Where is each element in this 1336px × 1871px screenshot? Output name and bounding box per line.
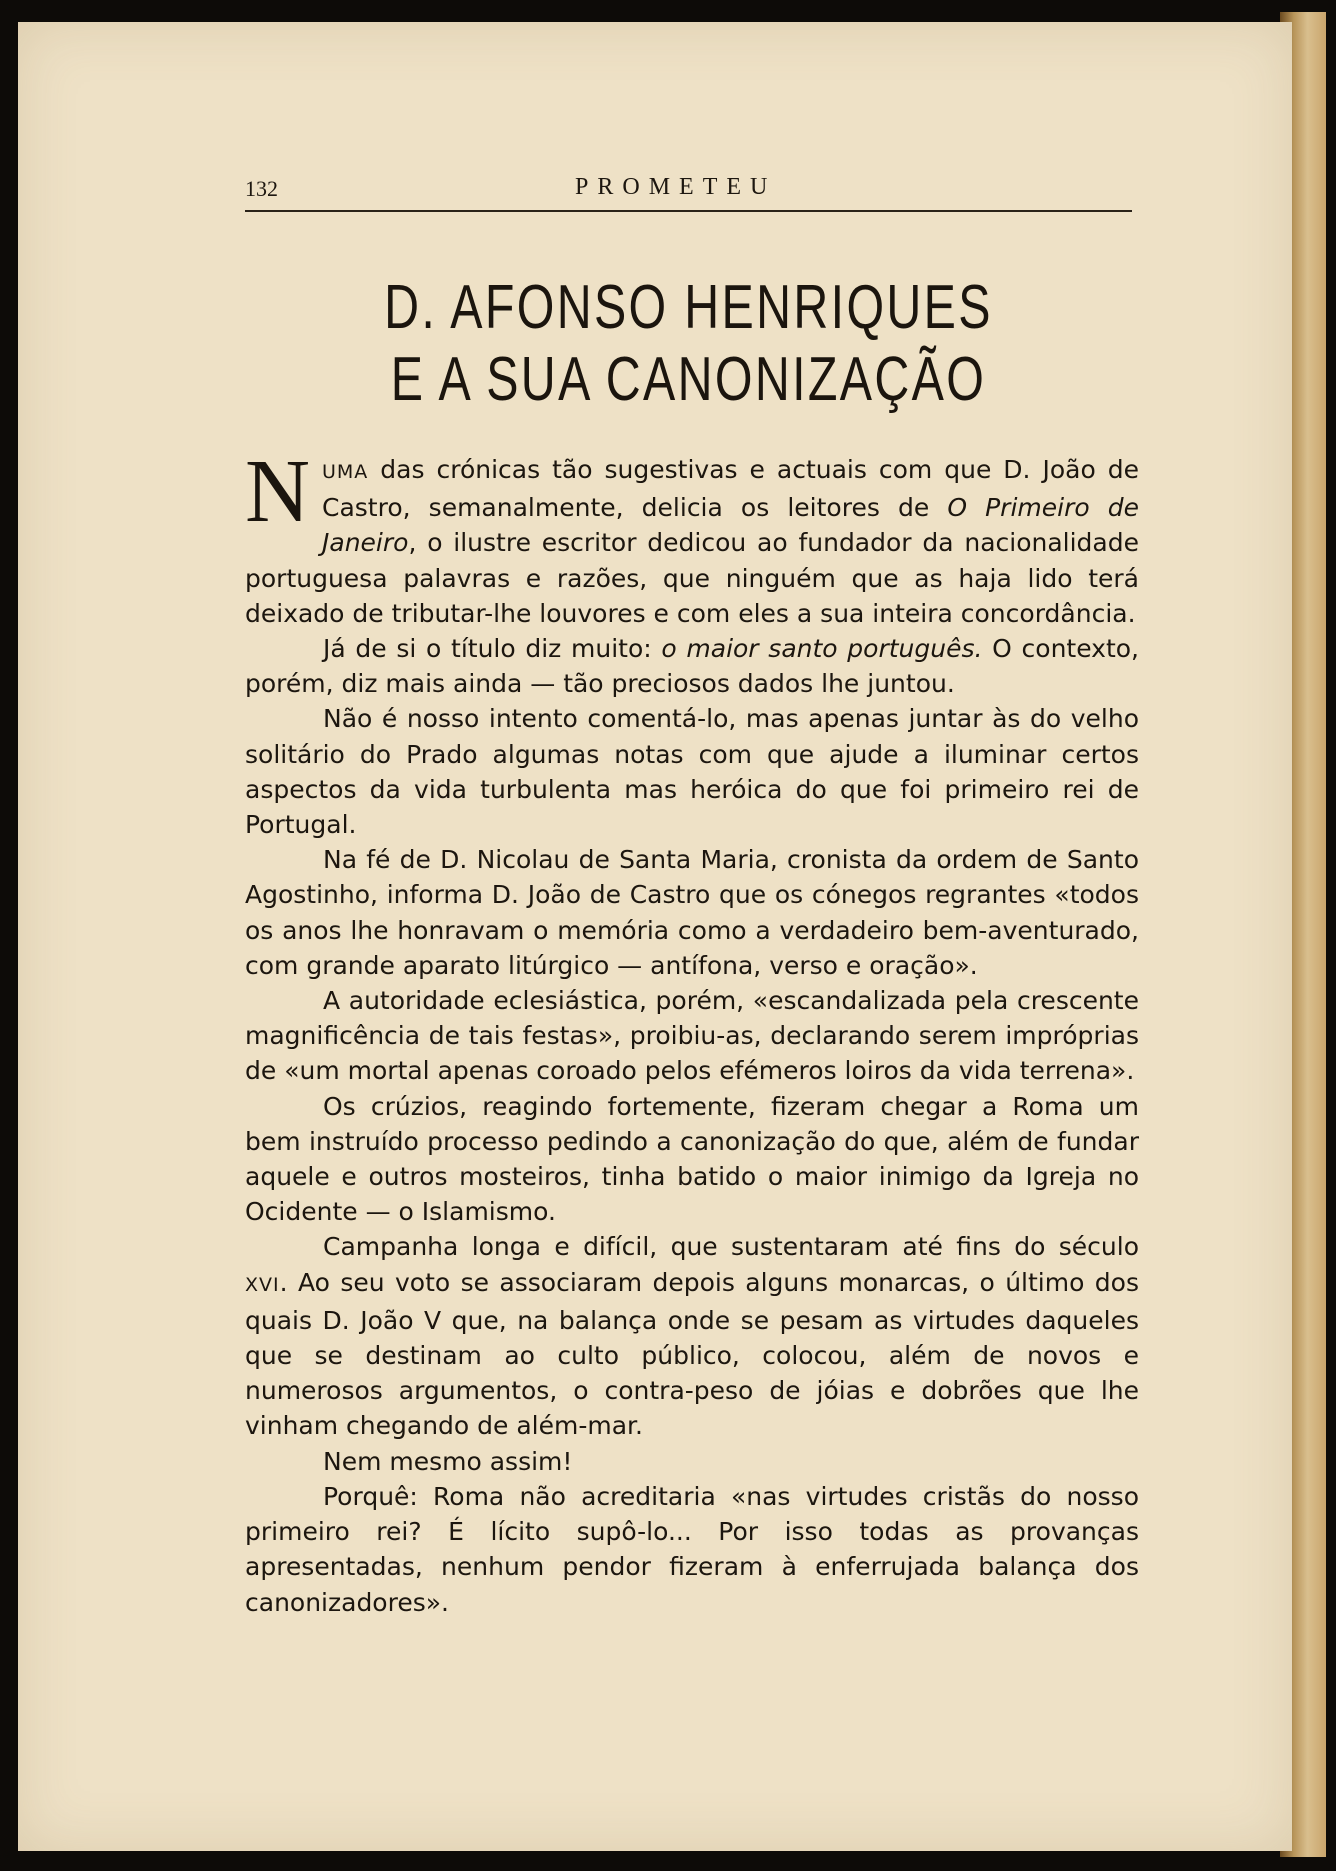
drop-cap: N [245,442,310,541]
page-number: 132 [245,176,278,201]
paragraph-7 [245,1229,1139,1443]
century-numeral: XVI [245,1273,280,1296]
title-line-2: E A SUA CANONIZAÇÃO [390,345,987,414]
paragraph-3: Não é nosso intento comentá-lo, mas apenas juntar às do velho solitário do Prado algumas notas com que ajude a iluminar certos aspectos da vida turbulenta mas heróica do que foi primeiro rei de Portugal. [245,704,1139,840]
paragraph-1-text-a: das crónicas tão sugestivas e actuais com que D. João de Castro, semanalmente, delicia os leitores de [322,455,1139,523]
paragraph-4: Na fé de D. Nicolau de Santa Maria, cronista da ordem de Santo Agostinho, informa D. João de Castro que os cónegos regrantes «todos os anos lhe honravam o memória como a verdadeiro bem-aventurado, com grande aparato litúrgico — antífona, verso e oração». [245,845,1139,980]
paragraph-9: Porquê: Roma não acreditaria «nas virtudes cristãs do nosso primeiro rei? É lícito supô-lo... Por isso todas as provanças apresentadas, nenhum pendor fizeram à enferrujada balança dos canonizadores». [245,1481,1139,1617]
paragraph-7-text-b: . Ao seu voto se associaram depois alguns monarcas, o último dos quais D. João V que, na balança onde se pesam as virtudes daqueles que se destinam ao culto público, colocou, além de novos e numerosos argumentos, o contra-peso de jóias e dobrões que lhe vinham chegando de além-mar. [245,1267,1139,1441]
article-body [245,442,1139,1620]
paragraph-7-text-a: Campanha longa e difícil, que sustentaram até fins do século [323,1232,1139,1262]
paragraph-2-text-b: O contexto, porém, diz mais ainda — tão preciosos dados lhe juntou. [245,634,1139,699]
title-line-1: D. AFONSO HENRIQUES [384,273,993,342]
paragraph-5: A autoridade eclesiástica, porém, «escandalizada pela crescente magnificência de tais festas», proibiu-as, declarando serem impróprias de «um mortal apenas coroado pelos efémeros loiros da vida terrena». [245,986,1139,1086]
article-title [343,272,1035,416]
paragraph-1 [245,442,1139,631]
paragraph-6: Os crúzios, reagindo fortemente, fizeram chegar a Roma um bem instruído processo pedindo a canonização do que, além de fundar aquele e outros mosteiros, tinha batido o maior inimigo da Igreja no Ocidente — o Islamismo. [245,1091,1139,1227]
page-header [245,174,1132,212]
paragraph-2-text-a: Já de si o título diz muito: [323,634,662,664]
newspaper-title: O Primeiro de Janeiro [322,493,1139,558]
lead-small-caps: UMA [322,461,369,483]
paragraph-8: Nem mesmo assim! [323,1446,573,1476]
running-head: PROMETEU [575,174,777,200]
chronicle-title: o maior santo português. [661,634,983,664]
paragraph-1-text-b: , o ilustre escritor dedicou ao fundador da nacionalidade portuguesa palavras e razões, que ninguém que as haja lido terá deixado de tributar-lhe louvores e com eles a sua inteira concordância. [245,528,1139,628]
paragraph-2 [245,631,1139,701]
